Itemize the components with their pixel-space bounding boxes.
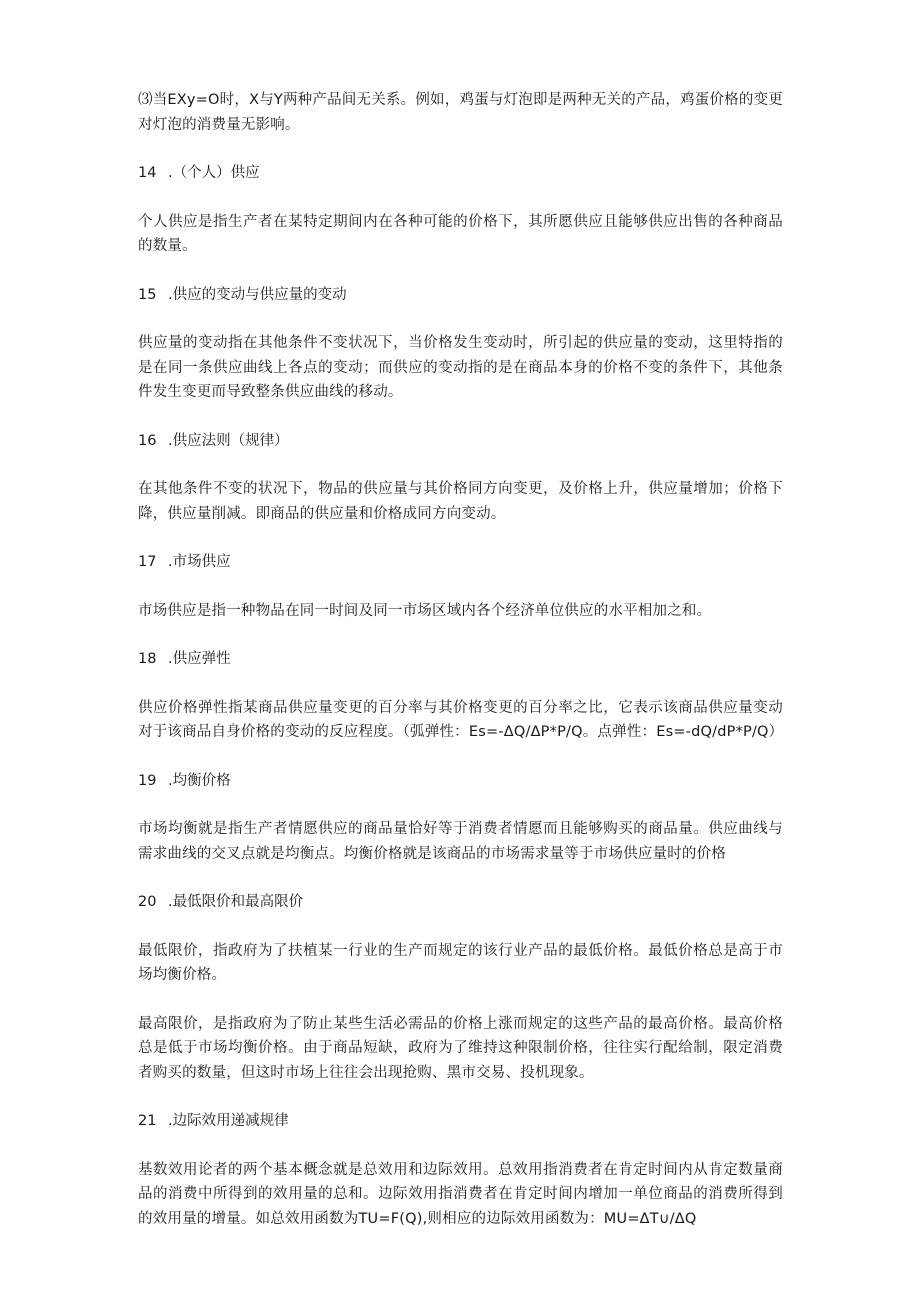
paragraph: 个人供应是指生产者在某特定期间内在各种可能的价格下，其所愿供应且能够供应出售的各种商品的数量。 xyxy=(138,213,783,254)
section-heading-21 xyxy=(138,1109,783,1134)
section-heading-15 xyxy=(138,283,783,308)
paragraph: 最高限价，是指政府为了防止某些生活必需品的价格上涨而规定的这些产品的最高价格。最高价格总是低于市场均衡价格。由于商品短缺，政府为了维持这种限制价格，往往实行配给制，限定消费者购买的数量，但这时市场上往往会出现抢购、黑市交易、投机现象。 xyxy=(138,1015,783,1081)
section-title: .最低限价和最高限价 xyxy=(168,894,304,910)
paragraph: 市场供应是指一种物品在同一时间及同一市场区域内各个经济单位供应的水平相加之和。 xyxy=(138,602,712,619)
paragraph: ⑶当EXy=O时，X与Y两种产品间无关系。例如，鸡蛋与灯泡即是两种无关的产品，鸡蛋价格的变更对灯泡的消费量无影响。 xyxy=(138,92,783,133)
section-title: .（个人）供应 xyxy=(168,165,260,181)
paragraph: 市场均衡就是指生产者情愿供应的商品量恰好等于消费者情愿而且能够购买的商品量。供应曲线与需求曲线的交叉点就是均衡点。均衡价格就是该商品的市场需求量等于市场供应量时的价格 xyxy=(138,821,783,862)
paragraph: 供应量的变动指在其他条件不变状况下，当价格发生变动时，所引起的供应量的变动，这里特指的是在同一条供应曲线上各点的变动；而供应的变动指的是在商品本身的价格不变的条件下，其他条件发生变更而导致整条供应曲线的移动。 xyxy=(138,335,783,400)
paragraph: 在其他条件不变的状况下，物品的供应量与其价格同方向变更，及价格上升，供应量增加；价格下降，供应量削减。即商品的供应量和价格成同方向变动。 xyxy=(138,481,783,522)
paragraph: 最低限价，指政府为了扶植某一行业的生产而规定的该行业产品的最低价格。最低价格总是高于市场均衡价格。 xyxy=(138,942,783,983)
section-number: 20 xyxy=(138,894,157,910)
section-number: 17 xyxy=(138,554,157,570)
section-heading-20 xyxy=(138,890,783,915)
section-number: 16 xyxy=(138,432,157,449)
section-number: 18 xyxy=(138,651,157,667)
section-heading-16 xyxy=(138,429,783,454)
section-number: 14 xyxy=(138,165,157,181)
section-number: 19 xyxy=(138,772,157,789)
document-body xyxy=(138,88,783,1231)
section-heading-14 xyxy=(138,161,783,186)
section-heading-18 xyxy=(138,647,783,672)
section-title: .供应的变动与供应量的变动 xyxy=(168,286,347,303)
paragraph: 供应价格弹性指某商品供应量变更的百分率与其价格变更的百分率之比，它表示该商品供应量变动对于该商品自身价格的变动的反应程度。（弧弹性：Es=-ΔQ/ΔP*P/Q。点弹性：Es=-dQ/dP*P/Q） xyxy=(138,699,784,740)
section-number: 15 xyxy=(138,286,157,303)
section-title: .供应法则（规律） xyxy=(168,432,289,449)
section-number: 21 xyxy=(138,1113,157,1129)
section-title: .供应弹性 xyxy=(168,651,231,667)
section-title: .边际效用递减规律 xyxy=(168,1113,289,1129)
section-title: .市场供应 xyxy=(168,554,231,570)
section-heading-19 xyxy=(138,769,783,794)
paragraph: 基数效用论者的两个基本概念就是总效用和边际效用。总效用指消费者在肯定时间内从肯定数量商品的消费中所得到的效用量的总和。边际效用指消费者在肯定时间内增加一单位商品的消费所得到的效用量的增量。如总效用函数为TU=F(Q),则相应的边际效用函数为：MU=ΔT∪/ΔQ xyxy=(138,1161,783,1227)
section-heading-17 xyxy=(138,550,783,575)
section-title: .均衡价格 xyxy=(168,772,231,789)
